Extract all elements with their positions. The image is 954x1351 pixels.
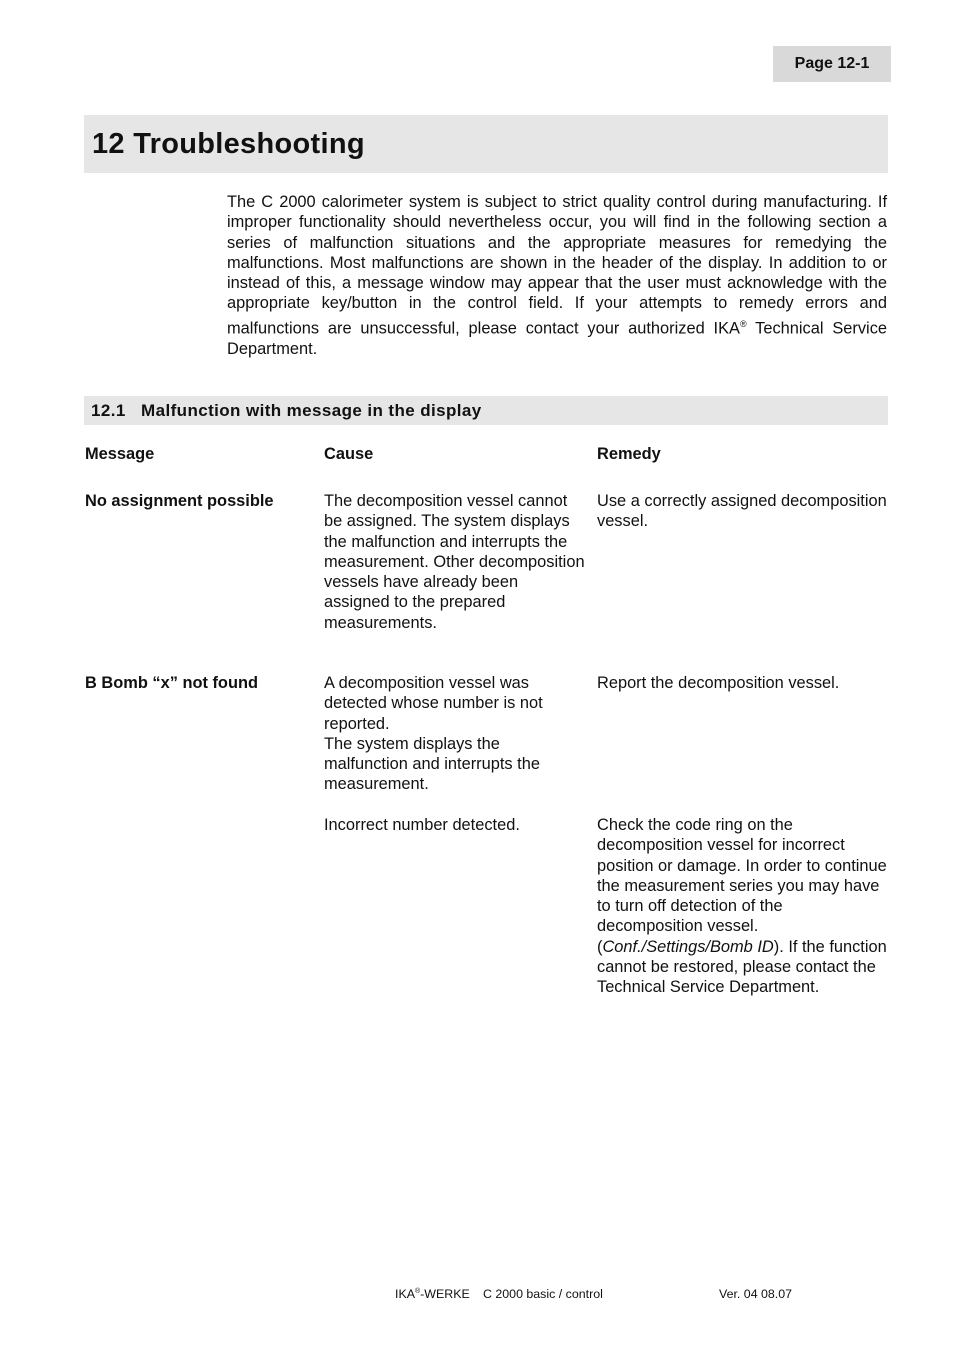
column-header-remedy: Remedy (597, 445, 661, 463)
row3-remedy (597, 815, 887, 998)
row3-cause: Incorrect number detected. (324, 816, 520, 834)
section-title: 12.1 Malfunction with message in the display (91, 400, 482, 420)
row2-message: B Bomb “x” not found (85, 674, 258, 692)
footer-version: Ver. 04 08.07 (719, 1287, 793, 1301)
menu-path: Conf./Settings/Bomb ID (602, 937, 774, 956)
footer-registered-mark: ® (414, 1287, 421, 1295)
intro-text-end: Technical Service Department. (227, 319, 887, 358)
row3-remedy-text: Check the code ring on the decomposition vessel for incorrect position or damage. In order to continue the measurement series you may have to turn off detection of the decomposition vessel. ( (597, 816, 887, 956)
row1-cause: The decomposition vessel cannot be assigned. The system displays the malfunction and interrupts the measurement. Other decomposition vessels have already been assigned to the prepared measurements. (324, 492, 585, 632)
row2-remedy: Report the decomposition vessel. (597, 674, 840, 692)
column-header-message: Message (85, 445, 155, 463)
row1-message: No assignment possible (85, 492, 274, 510)
row2-cause: A decomposition vessel was detected whose number is not reported. The system displays the malfunction and interrupts the measurement. (324, 674, 543, 794)
row1-remedy: Use a correctly assigned decomposition vessel. (597, 492, 887, 531)
row3-remedy-text-end: ). If the function cannot be restored, please contact the Technical Service Department. (597, 937, 887, 997)
footer-company-name: IKA (395, 1287, 415, 1301)
footer-company (395, 1287, 470, 1301)
chapter-title: 12 Troubleshooting (92, 127, 365, 160)
page-number-badge: Page 12-1 (773, 46, 891, 82)
footer-company-suffix: -WERKE (420, 1287, 470, 1301)
intro-paragraph (227, 192, 887, 359)
footer-product: C 2000 basic / control (483, 1287, 603, 1301)
intro-text: The C 2000 calorimeter system is subject to strict quality control during manufacturing. If improper functionality should nevertheless occur, you will find in the following section a series of malfunction situations and the appropriate measures for remedying the malfunctions. Most malfunctions are shown in the header of the display. In addition to or instead of this, a message window may appear that the user must acknowledge with the appropriate key/button in the control field. If your attempts to remedy errors and malfunctions are unsuccessful, please contact your authorized IKA (227, 193, 887, 338)
section-heading-bar (84, 396, 888, 425)
chapter-heading-bar (84, 115, 888, 173)
column-header-cause: Cause (324, 445, 374, 463)
registered-mark: ® (739, 318, 747, 329)
